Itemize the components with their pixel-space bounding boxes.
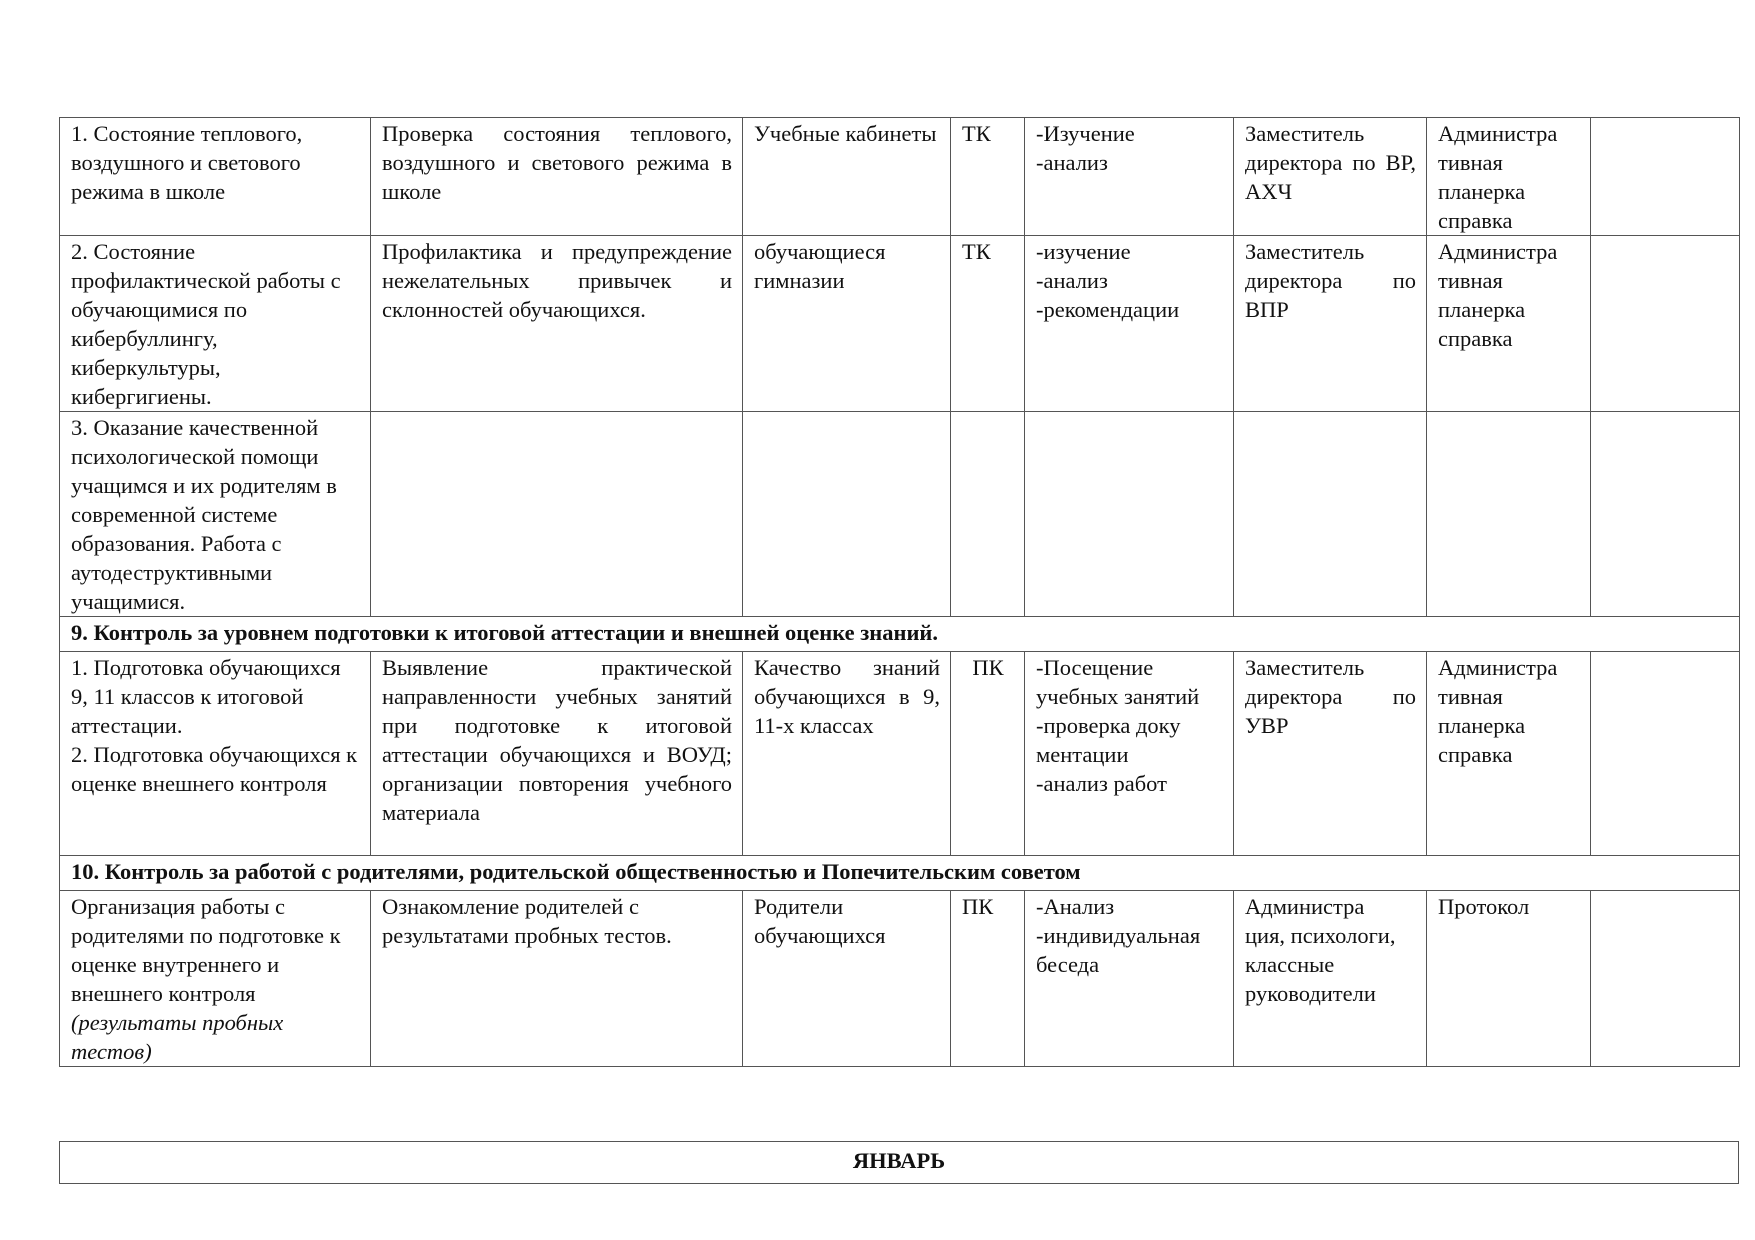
control-goal-cell: Ознакомление родителей с результатами пробных тестов. [371,891,743,1067]
result-cell: Протокол [1427,891,1591,1067]
result-line: справка [1438,326,1513,351]
control-type-cell: ТК [951,118,1025,236]
control-method-cell [1025,891,1234,1067]
object-note: (результаты пробных тестов) [71,1010,284,1064]
control-type-cell: ПК [951,891,1025,1067]
control-type-cell: ТК [951,236,1025,412]
control-subject-cell: обучающиеся гимназии [743,236,951,412]
table-row [60,652,1740,856]
responsible-cell: Заместитель директора по УВР [1234,652,1427,856]
control-method-cell [1025,652,1234,856]
method-line: -Изучение [1036,121,1135,146]
control-method-cell [1025,412,1234,617]
result-line: Администра [1438,239,1558,264]
object-line: 1. Подготовка обучающихся 9, 11 классов к итоговой аттестации. [71,655,341,738]
responsible-line: Администра [1245,894,1365,919]
method-line: -анализ работ [1036,771,1167,796]
control-goal-cell: Проверка состояния теплового, воздушного и светового режима в школе [371,118,743,236]
method-line: -рекомендации [1036,297,1180,322]
control-subject-cell: Качество знаний обучающихся в 9, 11-х классах [743,652,951,856]
note-cell [1591,891,1740,1067]
responsible-line: руководители [1245,981,1376,1006]
table-row [60,118,1740,236]
object-text: Организация работы с родителями по подготовке к оценке внутреннего и внешнего контроля [71,894,341,1006]
responsible-cell [1234,412,1427,617]
note-cell [1591,652,1740,856]
section-row [60,856,1740,891]
result-cell [1427,236,1591,412]
result-line: тивная [1438,268,1503,293]
responsible-line: ция, психологи, [1245,923,1396,948]
method-line: -изучение [1036,239,1131,264]
control-subject-cell: Учебные кабинеты [743,118,951,236]
result-line: справка [1438,742,1513,767]
result-line: планерка [1438,713,1526,738]
control-method-cell [1025,236,1234,412]
result-line: тивная [1438,684,1503,709]
method-line: -анализ [1036,150,1108,175]
object-line: 2. Подготовка обучающихся к оценке внешнего контроля [71,742,358,796]
control-object-cell [60,891,371,1067]
control-goal-cell: Выявление практической направленности учебных занятий при подготовке к итоговой аттестации обучающихся и ВОУД; организации повторения учебного материала [371,652,743,856]
month-heading-box [59,1141,1739,1184]
result-line: тивная [1438,150,1503,175]
control-subject-cell [743,412,951,617]
result-line: планерка [1438,179,1526,204]
result-line: справка [1438,208,1513,233]
control-goal-cell [371,412,743,617]
method-line: -анализ [1036,268,1108,293]
table-row [60,412,1740,617]
responsible-cell [1234,891,1427,1067]
control-goal-cell: Профилактика и предупреждение нежелательных привычек и склонностей обучающихся. [371,236,743,412]
note-cell [1591,236,1740,412]
control-object-cell: 1. Состояние теплового, воздушного и светового режима в школе [60,118,371,236]
control-type-cell: ПК [951,652,1025,856]
method-line: -Анализ [1036,894,1115,919]
note-cell [1591,118,1740,236]
section-heading: 9. Контроль за уровнем подготовки к итоговой аттестации и внешней оценке знаний. [60,617,1740,652]
control-plan-table [59,117,1740,1067]
result-line: Администра [1438,121,1558,146]
method-line: -индивидуальная беседа [1036,923,1201,977]
section-row [60,617,1740,652]
responsible-cell: Заместитель директора по ВПР [1234,236,1427,412]
control-subject-cell: Родители обучающихся [743,891,951,1067]
method-line: -проверка доку ментации [1036,713,1181,767]
result-line: Администра [1438,655,1558,680]
control-object-cell [60,652,371,856]
control-object-cell: 3. Оказание качественной психологической помощи учащимся и их родителям в современной системе образования. Работа с аутодеструктивными учащимися. [60,412,371,617]
note-cell [1591,412,1740,617]
result-line: планерка [1438,297,1526,322]
result-cell [1427,412,1591,617]
method-line: -Посещение учебных занятий [1036,655,1200,709]
control-object-cell: 2. Состояние профилактической работы с обучающимися по кибербуллингу, киберкультуры, кибергигиены. [60,236,371,412]
responsible-cell: Заместитель директора по ВР, АХЧ [1234,118,1427,236]
control-method-cell [1025,118,1234,236]
result-cell [1427,118,1591,236]
month-heading: ЯНВАРЬ [852,1148,946,1173]
section-heading: 10. Контроль за работой с родителями, родительской общественностью и Попечительским советом [60,856,1740,891]
responsible-line: классные [1245,952,1335,977]
table-row [60,891,1740,1067]
table-row [60,236,1740,412]
control-type-cell [951,412,1025,617]
result-cell [1427,652,1591,856]
